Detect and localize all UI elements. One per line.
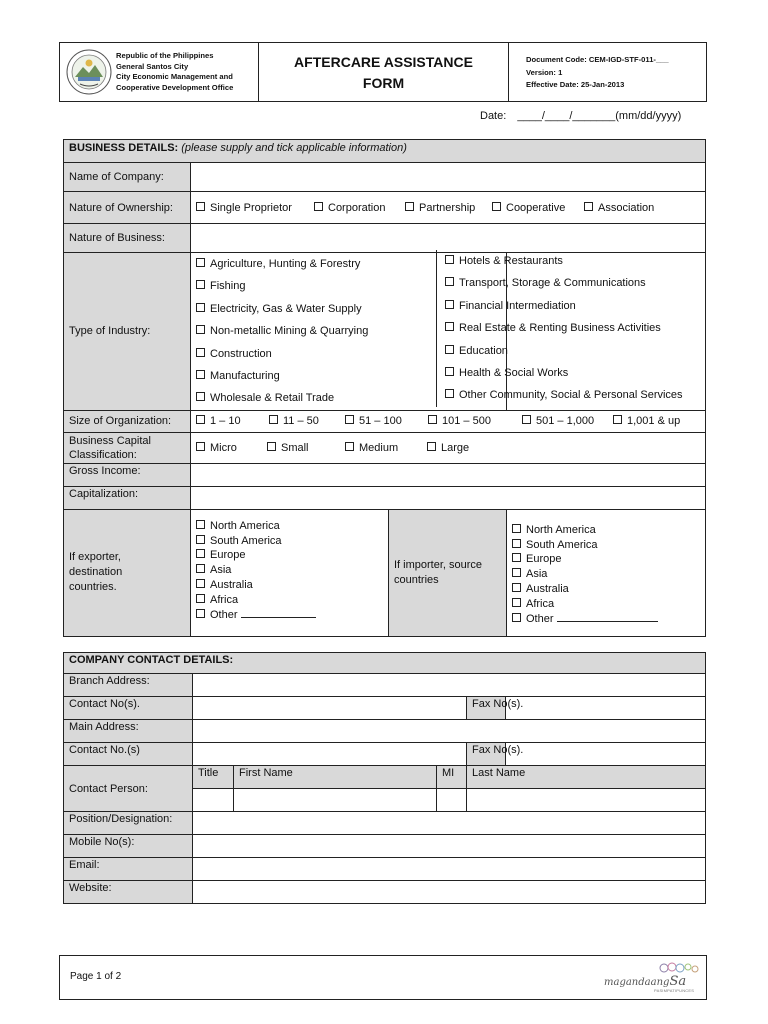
ownership-row bbox=[64, 192, 706, 224]
gross-row bbox=[64, 463, 706, 486]
branch-address-row bbox=[64, 674, 706, 697]
mobile-row bbox=[64, 835, 706, 858]
main-address-field[interactable] bbox=[193, 720, 706, 743]
business-heading-note: (please supply and tick applicable information) bbox=[181, 142, 407, 154]
website-label: Website: bbox=[64, 881, 193, 904]
header-box bbox=[59, 42, 707, 102]
main-address-row bbox=[64, 720, 706, 743]
last-name-column-header: Last Name bbox=[467, 766, 706, 789]
capitalization-row bbox=[64, 486, 706, 509]
page-number: Page 1 of 2 bbox=[70, 971, 122, 982]
country-option[interactable]: Other bbox=[512, 612, 700, 627]
form-title-line: AFTERCARE ASSISTANCE bbox=[294, 54, 473, 70]
size-option[interactable]: 1 – 10 bbox=[196, 415, 269, 427]
title-field[interactable] bbox=[193, 789, 234, 812]
checkbox[interactable] bbox=[314, 202, 323, 211]
mobile-field[interactable] bbox=[193, 835, 706, 858]
other-blank[interactable] bbox=[241, 608, 316, 618]
main-address-label: Main Address: bbox=[64, 720, 193, 743]
industry-option[interactable]: Hotels & Restaurants bbox=[445, 250, 705, 272]
nature-row bbox=[64, 224, 706, 253]
other-blank[interactable] bbox=[557, 612, 658, 622]
industry-label: Type of Industry: bbox=[64, 253, 191, 411]
form-title-line: FORM bbox=[362, 75, 405, 91]
business-heading: BUSINESS DETAILS: bbox=[69, 142, 179, 154]
capital-option[interactable]: Small bbox=[267, 442, 345, 454]
fax-nos-label: Fax No(s). bbox=[467, 743, 506, 766]
nature-label: Nature of Business: bbox=[64, 224, 191, 253]
ownership-option[interactable]: Corporation bbox=[314, 202, 405, 214]
capital-option[interactable]: Large bbox=[427, 442, 469, 454]
agency-block bbox=[60, 43, 259, 101]
version: Version: 1 bbox=[526, 67, 563, 77]
date-field[interactable]: ____/____/_______(mm/dd/yyyy) bbox=[517, 110, 682, 122]
gross-label: Gross Income: bbox=[64, 463, 191, 486]
capital-option[interactable]: Medium bbox=[345, 442, 427, 454]
gross-field[interactable] bbox=[191, 463, 706, 486]
mi-field[interactable] bbox=[437, 789, 467, 812]
ownership-options bbox=[191, 192, 706, 224]
email-label: Email: bbox=[64, 858, 193, 881]
company-row bbox=[64, 163, 706, 192]
contact-heading-row bbox=[64, 653, 706, 674]
capital-row bbox=[64, 432, 706, 463]
contact-no-s-field[interactable] bbox=[193, 743, 467, 766]
industry-option[interactable]: Wholesale & Retail Trade bbox=[196, 387, 501, 409]
business-heading-row bbox=[64, 140, 706, 163]
ownership-option[interactable]: Partnership bbox=[405, 202, 492, 214]
capital-option[interactable]: Micro bbox=[196, 442, 267, 454]
size-option[interactable]: 51 – 100 bbox=[345, 415, 428, 427]
size-option[interactable]: 501 – 1,000 bbox=[522, 415, 613, 427]
country-option[interactable]: South America bbox=[512, 538, 700, 553]
size-option[interactable]: 101 – 500 bbox=[428, 415, 522, 427]
document-meta bbox=[526, 54, 669, 92]
industry-option[interactable]: Construction bbox=[196, 343, 501, 365]
country-option[interactable]: Australia bbox=[512, 582, 700, 597]
agency-lines bbox=[116, 51, 233, 93]
industry-option[interactable]: Manufacturing bbox=[196, 365, 501, 387]
email-field[interactable] bbox=[193, 858, 706, 881]
capital-label: Business Capital Classification: bbox=[64, 432, 191, 463]
contact-nos-row bbox=[64, 697, 706, 720]
ownership-option[interactable]: Single Proprietor bbox=[196, 202, 314, 214]
contact-details-table bbox=[63, 652, 706, 904]
city-seal bbox=[66, 49, 112, 100]
country-option[interactable]: Australia bbox=[196, 578, 383, 593]
checkbox[interactable] bbox=[405, 202, 414, 211]
size-options bbox=[191, 410, 706, 432]
capitalization-field[interactable] bbox=[191, 486, 706, 509]
contact-nos-label: Contact No(s). bbox=[64, 697, 193, 720]
email-row bbox=[64, 858, 706, 881]
agency-line: Cooperative Development Office bbox=[116, 82, 234, 92]
footer-box bbox=[59, 955, 707, 1000]
country-option[interactable]: South America bbox=[196, 534, 383, 549]
industry-option[interactable]: Transport, Storage & Communications bbox=[445, 272, 705, 294]
industry-option[interactable]: Financial Intermediation bbox=[445, 295, 705, 317]
importer-countries bbox=[507, 509, 706, 636]
fax-nos-field[interactable] bbox=[506, 743, 706, 766]
effective-date: Effective Date: 25-Jan-2013 bbox=[526, 80, 625, 89]
industry-option[interactable]: Health & Social Works bbox=[445, 362, 705, 384]
country-option[interactable]: North America bbox=[512, 523, 700, 538]
industry-right-list bbox=[436, 250, 705, 407]
country-option[interactable]: North America bbox=[196, 519, 383, 534]
size-option[interactable]: 11 – 50 bbox=[269, 415, 345, 427]
exporter-label: If exporter, destination countries. bbox=[64, 509, 191, 636]
company-label: Name of Company: bbox=[64, 163, 191, 192]
agency-line: Republic of the Philippines bbox=[116, 51, 214, 60]
industry-option[interactable]: Electricity, Gas & Water Supply bbox=[196, 298, 501, 320]
contact-no-s-label: Contact No.(s) bbox=[64, 743, 193, 766]
ownership-option[interactable]: Association bbox=[584, 202, 654, 214]
first-name-field[interactable] bbox=[234, 789, 437, 812]
ownership-label: Nature of Ownership: bbox=[64, 192, 191, 224]
document-code: Document Code: CEM-IGD-STF-011-___ bbox=[526, 55, 669, 64]
branch-address-field[interactable] bbox=[193, 674, 706, 697]
fax-nos-label: Fax No(s). bbox=[467, 697, 506, 720]
size-row bbox=[64, 410, 706, 432]
country-option[interactable]: Other bbox=[196, 608, 383, 623]
branch-address-label: Branch Address: bbox=[64, 674, 193, 697]
website-row bbox=[64, 881, 706, 904]
importer-label: If importer, source countries bbox=[389, 509, 507, 636]
country-option[interactable]: Europe bbox=[196, 548, 383, 563]
country-option[interactable]: Asia bbox=[196, 563, 383, 578]
country-option[interactable]: Asia bbox=[512, 567, 700, 582]
position-row bbox=[64, 812, 706, 835]
footer-logo bbox=[602, 960, 702, 996]
agency-line: General Santos City bbox=[116, 61, 189, 71]
size-option[interactable]: 1,001 & up bbox=[613, 415, 680, 427]
industry-option[interactable]: Fishing bbox=[196, 275, 501, 297]
contact-heading: COMPANY CONTACT DETAILS: bbox=[64, 653, 706, 674]
ownership-option[interactable]: Cooperative bbox=[492, 202, 584, 214]
industry-option[interactable]: Agriculture, Hunting & Forestry bbox=[196, 253, 501, 275]
capital-options bbox=[191, 432, 706, 463]
contact-nos-field[interactable] bbox=[193, 697, 467, 720]
fax-nos-field[interactable] bbox=[506, 697, 706, 720]
industry-option[interactable]: Education bbox=[445, 340, 705, 362]
industry-option[interactable]: Real Estate & Renting Business Activities bbox=[445, 317, 705, 339]
country-option[interactable]: Africa bbox=[196, 593, 383, 608]
agency-line: City Economic Management and bbox=[116, 72, 233, 81]
capitalization-label: Capitalization: bbox=[64, 486, 191, 509]
website-field[interactable] bbox=[193, 881, 706, 904]
mi-column-header: MI bbox=[437, 766, 467, 789]
last-name-field[interactable] bbox=[467, 789, 706, 812]
mobile-label: Mobile No(s): bbox=[64, 835, 193, 858]
checkbox[interactable] bbox=[492, 202, 501, 211]
position-field[interactable] bbox=[193, 812, 706, 835]
country-option[interactable]: Europe bbox=[512, 552, 700, 567]
logo-wordmark: magandaangSa bbox=[604, 974, 687, 989]
form-title bbox=[259, 43, 509, 101]
trade-row bbox=[64, 509, 706, 636]
exporter-countries bbox=[191, 509, 389, 636]
size-label: Size of Organization: bbox=[64, 410, 191, 432]
date-label: Date: bbox=[480, 110, 507, 122]
country-option[interactable]: Africa bbox=[512, 597, 700, 612]
position-label: Position/Designation: bbox=[64, 812, 193, 835]
nature-field[interactable] bbox=[191, 224, 706, 253]
date-line bbox=[480, 110, 681, 122]
checkbox[interactable] bbox=[196, 202, 205, 211]
contact-person-label: Contact Person: bbox=[64, 766, 193, 812]
industry-option[interactable]: Non-metallic Mining & Quarrying bbox=[196, 320, 501, 342]
logo-subtext: PASIMPATIPUNCES bbox=[654, 988, 695, 993]
industry-option[interactable]: Other Community, Social & Personal Services bbox=[445, 384, 705, 406]
contact-no-s-row bbox=[64, 743, 706, 766]
checkbox[interactable] bbox=[584, 202, 593, 211]
first-name-column-header: First Name bbox=[234, 766, 437, 789]
contact-person-header-row bbox=[64, 766, 706, 789]
title-column-header: Title bbox=[193, 766, 234, 789]
company-field[interactable] bbox=[191, 163, 706, 192]
